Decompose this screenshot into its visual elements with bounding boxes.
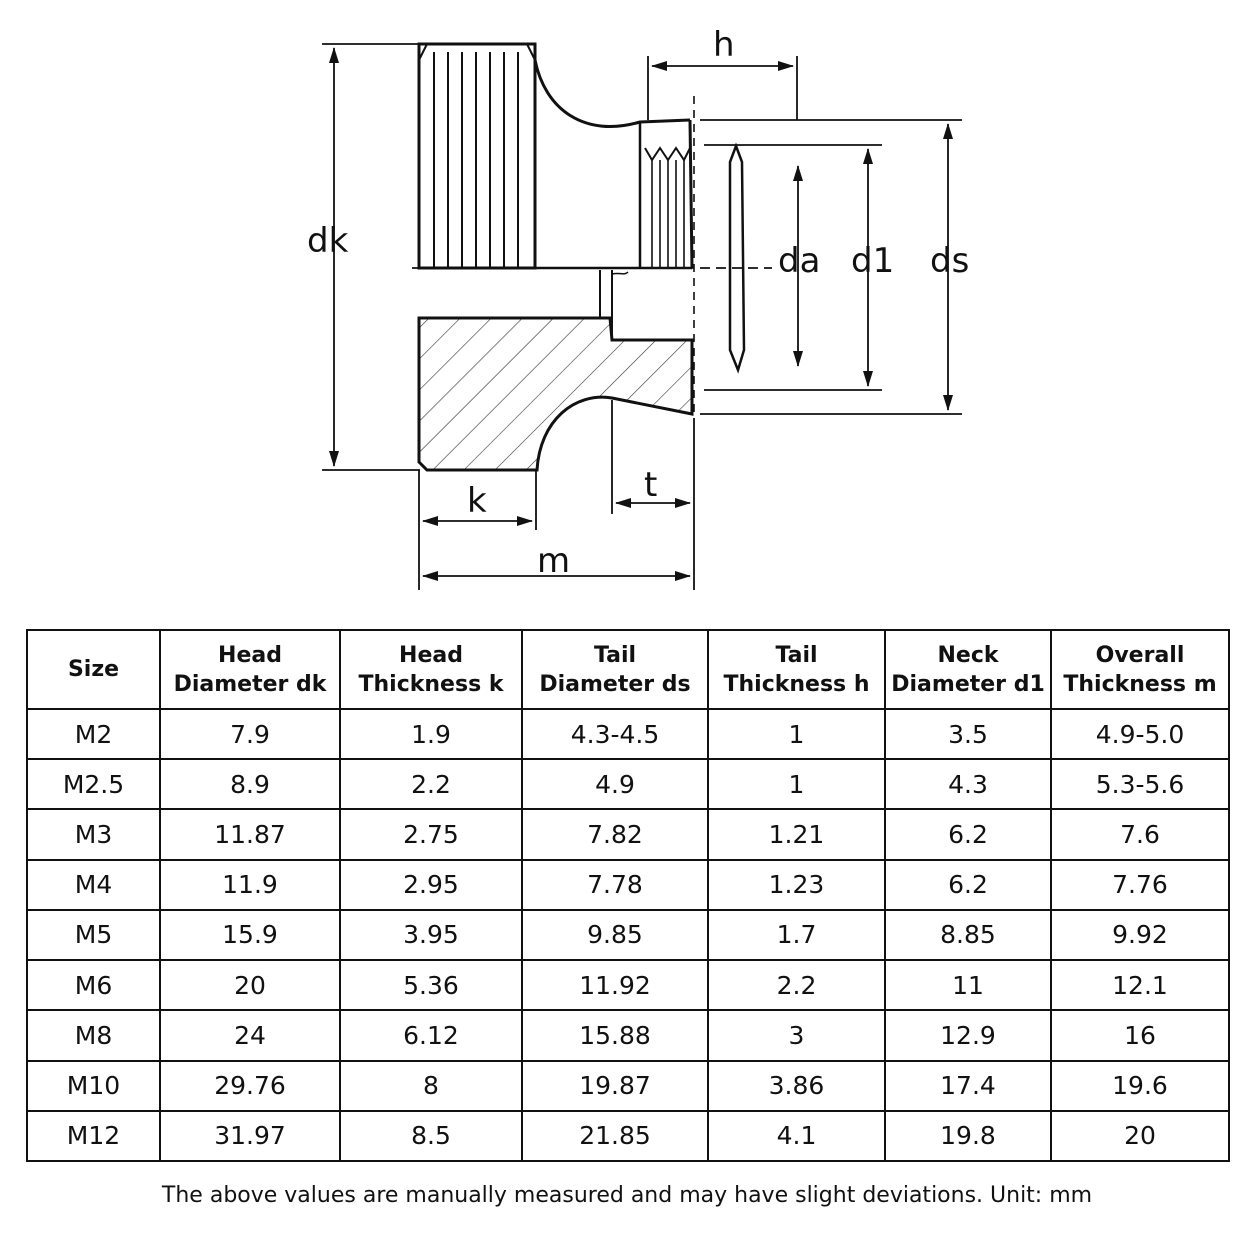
column-header (885, 630, 1051, 709)
table-cell: 1.9 (340, 709, 522, 759)
table-cell: 9.92 (1051, 910, 1229, 960)
table-row (27, 910, 1229, 960)
table-cell: 1.21 (708, 809, 885, 859)
table-cell: 19.8 (885, 1111, 1051, 1161)
table-cell: 6.2 (885, 809, 1051, 859)
label-ds: ds (930, 241, 970, 281)
table-cell: 4.9-5.0 (1051, 709, 1229, 759)
table-cell: 5.36 (340, 960, 522, 1010)
column-header-line: Thickness h (723, 671, 870, 697)
table-cell: M8 (27, 1010, 160, 1060)
table-cell: 4.1 (708, 1111, 885, 1161)
label-m: m (537, 541, 571, 581)
table-cell: 15.9 (160, 910, 340, 960)
table-cell: 5.3-5.6 (1051, 759, 1229, 809)
table-cell: 1.7 (708, 910, 885, 960)
table-cell: 4.3 (885, 759, 1051, 809)
table-cell: 19.6 (1051, 1061, 1229, 1111)
column-header (522, 630, 708, 709)
table-cell: 3.86 (708, 1061, 885, 1111)
nut-exterior-view (419, 44, 692, 268)
table-cell: 7.76 (1051, 860, 1229, 910)
table-row (27, 1010, 1229, 1060)
column-header-line: Thickness k (358, 671, 504, 697)
table-cell: 2.95 (340, 860, 522, 910)
table-row (27, 809, 1229, 859)
table-cell: 20 (160, 960, 340, 1010)
table-cell: 12.9 (885, 1010, 1051, 1060)
table-cell: 8.9 (160, 759, 340, 809)
tail-edge-profile (730, 146, 744, 370)
table-row (27, 960, 1229, 1010)
table-cell: 1.23 (708, 860, 885, 910)
table-cell: M2.5 (27, 759, 160, 809)
column-header-line: Head (399, 642, 463, 668)
nut-cross-section (419, 268, 692, 470)
table-cell: 6.2 (885, 860, 1051, 910)
column-header-line: Diameter dk (173, 671, 327, 697)
column-header-line: Diameter ds (539, 671, 691, 697)
table-cell: 7.9 (160, 709, 340, 759)
column-header-line: Overall (1095, 642, 1185, 668)
table-row (27, 1061, 1229, 1111)
dimension-h (648, 56, 797, 120)
table-cell: 2.75 (340, 809, 522, 859)
column-header-line: Diameter d1 (891, 671, 1045, 697)
table-cell: 31.97 (160, 1111, 340, 1161)
table-row (27, 860, 1229, 910)
table-cell: 16 (1051, 1010, 1229, 1060)
table-cell: 15.88 (522, 1010, 708, 1060)
table-cell: 3 (708, 1010, 885, 1060)
label-da: da (778, 241, 821, 281)
table-cell: 8 (340, 1061, 522, 1111)
table-cell: 11.92 (522, 960, 708, 1010)
label-dk: dk (307, 221, 349, 261)
table-cell: M3 (27, 809, 160, 859)
table-cell: M10 (27, 1061, 160, 1111)
table-cell: M5 (27, 910, 160, 960)
table-cell: 1 (708, 709, 885, 759)
table-cell: 11.87 (160, 809, 340, 859)
table-row (27, 759, 1229, 809)
label-t: t (644, 465, 658, 505)
table-cell: 2.2 (340, 759, 522, 809)
table-cell: 3.5 (885, 709, 1051, 759)
table-cell: M12 (27, 1111, 160, 1161)
column-header-line: Neck (937, 642, 999, 668)
column-header (160, 630, 340, 709)
table-cell: 7.6 (1051, 809, 1229, 859)
table-cell: 6.12 (340, 1010, 522, 1060)
table-cell: 19.87 (522, 1061, 708, 1111)
column-header-line: Tail (775, 642, 818, 668)
specification-table (26, 629, 1230, 1162)
table-cell: 2.2 (708, 960, 885, 1010)
table-cell: 1 (708, 759, 885, 809)
table-header-row (27, 630, 1229, 709)
column-header (27, 630, 160, 709)
table-cell: 8.85 (885, 910, 1051, 960)
column-header-line: Thickness m (1063, 671, 1217, 697)
footnote: The above values are manually measured and may have slight deviations. Unit: mm (161, 1183, 1093, 1208)
table-cell: 24 (160, 1010, 340, 1060)
table-cell: 11.9 (160, 860, 340, 910)
table-cell: 21.85 (522, 1111, 708, 1161)
column-header (708, 630, 885, 709)
column-header-line: Size (67, 657, 120, 682)
table-cell: 11 (885, 960, 1051, 1010)
table-cell: 12.1 (1051, 960, 1229, 1010)
table-cell: M4 (27, 860, 160, 910)
table-cell: 8.5 (340, 1111, 522, 1161)
table-cell: 3.95 (340, 910, 522, 960)
table-cell: M6 (27, 960, 160, 1010)
table-cell: 7.82 (522, 809, 708, 859)
table-cell: 20 (1051, 1111, 1229, 1161)
table-cell: 9.85 (522, 910, 708, 960)
table-row (27, 709, 1229, 759)
table-row (27, 1111, 1229, 1161)
table-cell: 7.78 (522, 860, 708, 910)
label-h: h (713, 25, 735, 65)
label-k: k (467, 481, 487, 521)
column-header (1051, 630, 1229, 709)
column-header-line: Tail (593, 642, 637, 668)
table-cell: 29.76 (160, 1061, 340, 1111)
table-cell: 17.4 (885, 1061, 1051, 1111)
table-cell: M2 (27, 709, 160, 759)
column-header (340, 630, 522, 709)
table-cell: 4.9 (522, 759, 708, 809)
table-cell: 4.3-4.5 (522, 709, 708, 759)
column-header-line: Head (218, 642, 282, 668)
label-d1: d1 (851, 241, 895, 281)
knurled-nut-technical-drawing (0, 0, 1254, 620)
